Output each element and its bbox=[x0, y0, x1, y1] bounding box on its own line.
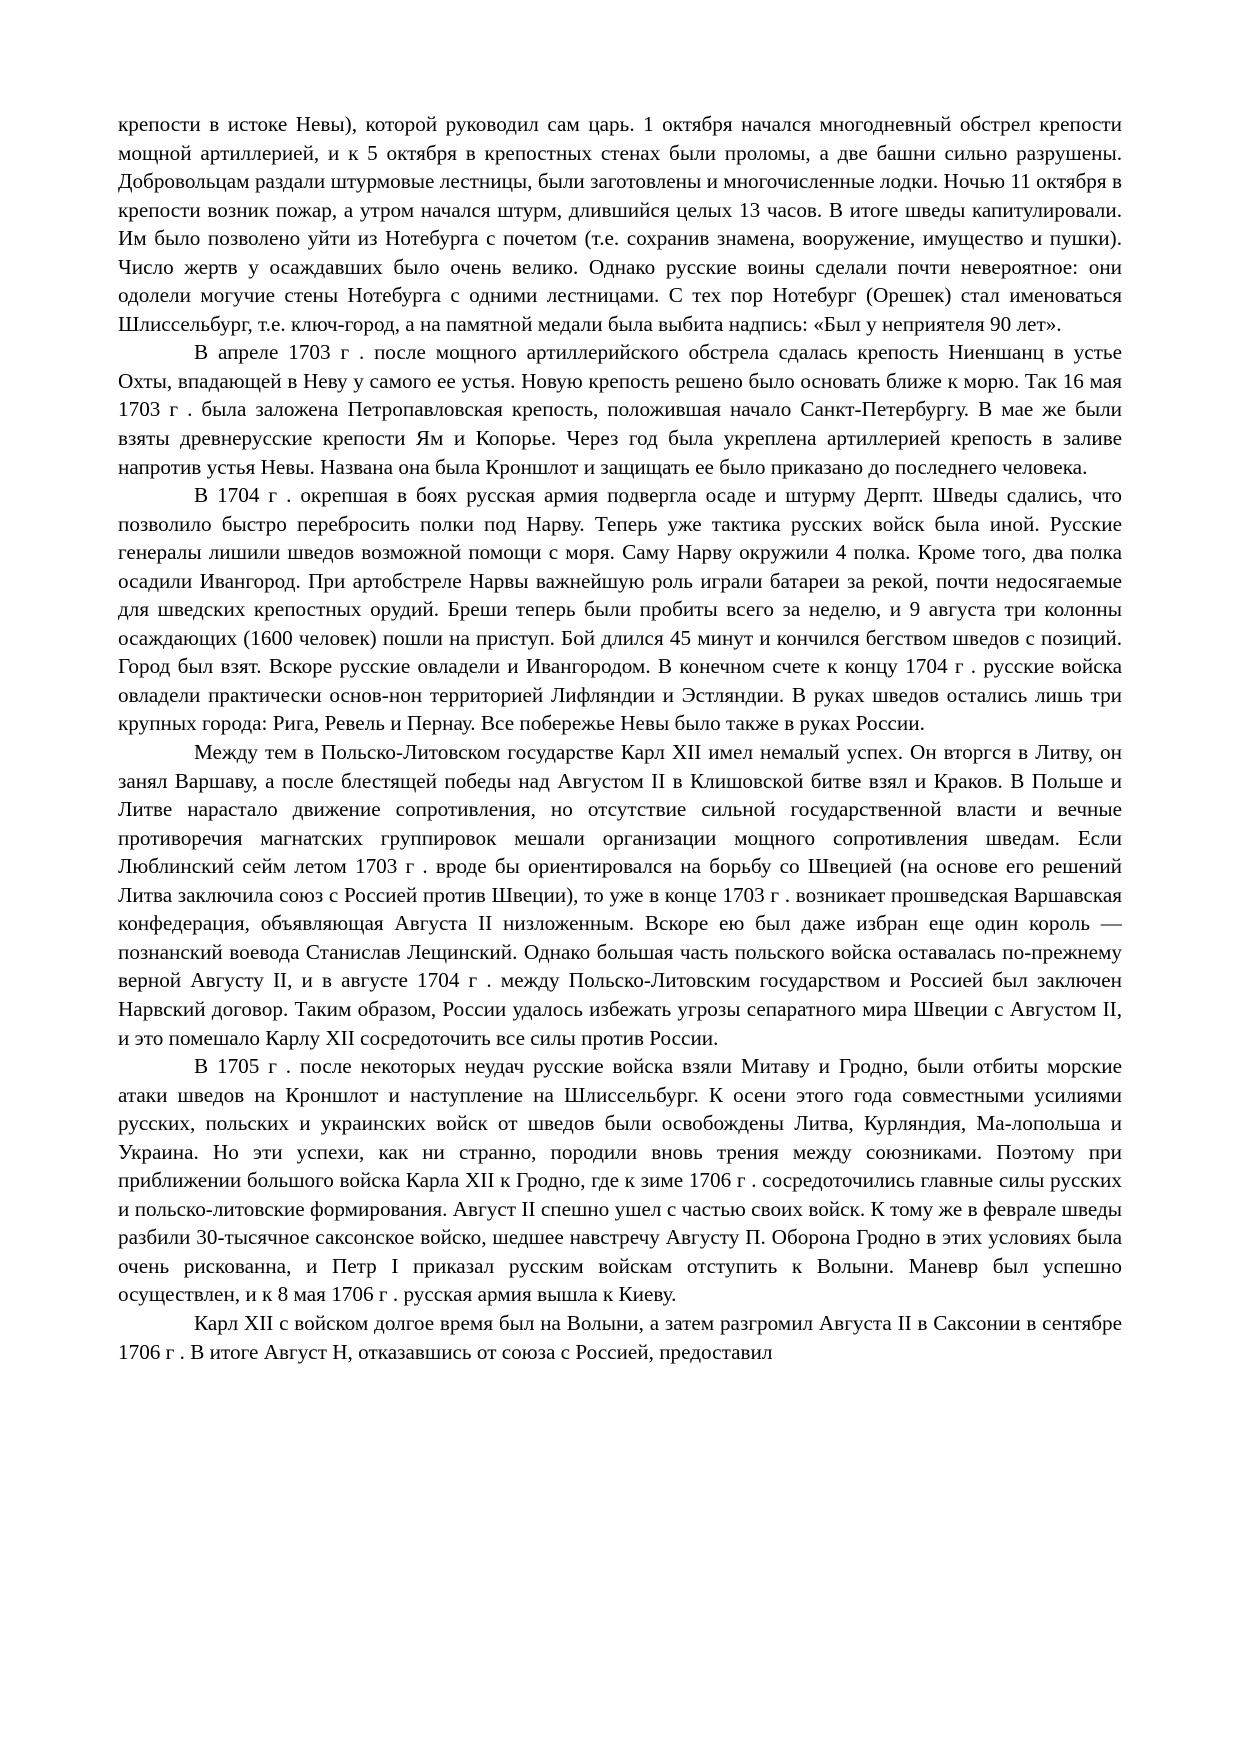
paragraph-1704: В 1704 г . окрепшая в боях русская армия подвергла осаде и штурму Дерпт. Шведы сдались, что позволило быстро перебросить полки под Нарву. Теперь уже тактика русских войск была иной. Русские генералы лишили шведов возможной помощи с моря. Саму Нарву окружили 4 полка. Кроме того, два полка осадили Ивангород. При артобстреле Нарвы важнейшую роль играли батареи за рекой, почти недосягаемые для шведских крепостных орудий. Бреши теперь были пробиты всего за неделю, и 9 августа три колонны осаждающих (1600 человек) пошли на приступ. Бой длился 45 минут и кончился бегством шведов с позиций. Город был взят. Вскоре русские овладели и Ивангородом. В конечном счете к концу 1704 г . русские войска овладели практически основ-нон территорией Лифляндии и Эстляндии. В руках шведов остались лишь три крупных города: Рига, Ревель и Пернау. Все побережье Невы было также в руках России. bbox=[118, 483, 1122, 736]
paragraph-continuation: крепости в истоке Невы), которой руководил сам царь. 1 октября начался многодневный обстрел крепости мощной артиллерией, и к 5 октября в крепостных стенах были проломы, а две башни сильно разрушены. Добровольцам раздали штурмовые лестницы, были заготовлены и многочисленные лодки. Ночью 11 октября в крепости возник пожар, а утром начался штурм, длившийся целых 13 часов. В итоге шведы капитулировали. Им было позволено уйти из Нотебурга с почетом (т.е. сохранив знамена, вооружение, имущество и пушки). Число жертв у осаждавших было очень велико. Однако русские воины сделали почти невероятное: они одолели могучие стены Нотебурга с одними лестницами. С тех пор Нотебург (Орешек) стал именоваться Шлиссельбург, т.е. ключ-город, а на памятной медали была выбита надпись: «Был у неприятеля 90 лет». bbox=[118, 112, 1122, 336]
document-page bbox=[118, 110, 1122, 1366]
paragraph-1705: В 1705 г . после некоторых неудач русские войска взяли Митаву и Гродно, были отбиты морские атаки шведов на Кроншлот и наступление на Шлиссельбург. К осени этого года совместными усилиями русских, польских и украинских войск от шведов были освобождены Литва, Курляндия, Ма-лопольша и Украина. Но эти успехи, как ни странно, породили вновь трения между союзниками. Поэтому при приближении большого войска Карла XII к Гродно, где к зиме 1706 г . сосредоточились главные силы русских и польско-литовские формирования. Август II спешно ушел с частью своих войск. К тому же в феврале шведы разбили 30-тысячное саксонское войско, шедшее навстречу Августу П. Оборона Гродно в этих условиях была очень рискованна, и Петр I приказал русским войскам отступить к Волыни. Маневр был успешно осуществлен, и к 8 мая 1706 г . русская армия вышла к Киеву. bbox=[118, 1054, 1122, 1307]
paragraph-charles-xii: Карл XII с войском долгое время был на Волыни, а затем разгромил Августа II в Саксонии в сентябре 1706 г . В итоге Август Н, отказавшись от союза с Россией, предоставил bbox=[118, 1310, 1122, 1364]
paragraph-1703: В апреле 1703 г . после мощного артиллерийского обстрела сдалась крепость Ниеншанц в устье Охты, впадающей в Неву у самого ее устья. Новую крепость решено было основать ближе к морю. Так 16 мая 1703 г . была заложена Петропавловская крепость, положившая начало Санкт-Петербургу. В мае же были взяты древнерусские крепости Ям и Копорье. Через год была укреплена артиллерией крепость в заливе напротив устья Невы. Названа она была Кроншлот и защищать ее было приказано до последнего человека. bbox=[118, 340, 1122, 479]
paragraph-poland-lithuania: Между тем в Польско-Литовском государстве Карл XII имел немалый успех. Он вторгся в Литву, он занял Варшаву, а после блестящей победы над Августом II в Клишовской битве взял и Краков. В Польше и Литве нарастало движение сопротивления, но отсутствие сильной государственной власти и вечные противоречия магнатских группировок мешали организации мощного сопротивления шведам. Если Люблинский сейм летом 1703 г . вроде бы ориентировался на борьбу со Швецией (на основе его решений Литва заключила союз с Россией против Швеции), то уже в конце 1703 г . возникает прошведская Варшавская конфедерация, объявляющая Августа II низложенным. Вскоре ею был даже избран еще один король — познанский воевода Станислав Лещинский. Однако большая часть польского войска оставалась по-прежнему верной Августу II, и в августе 1704 г . между Польско-Литовским государством и Россией был заключен Нарвский договор. Таким образом, России удалось избежать угрозы сепаратного мира Швеции с Августом II, и это помешало Карлу XII сосредоточить все силы против России. bbox=[118, 740, 1122, 1050]
